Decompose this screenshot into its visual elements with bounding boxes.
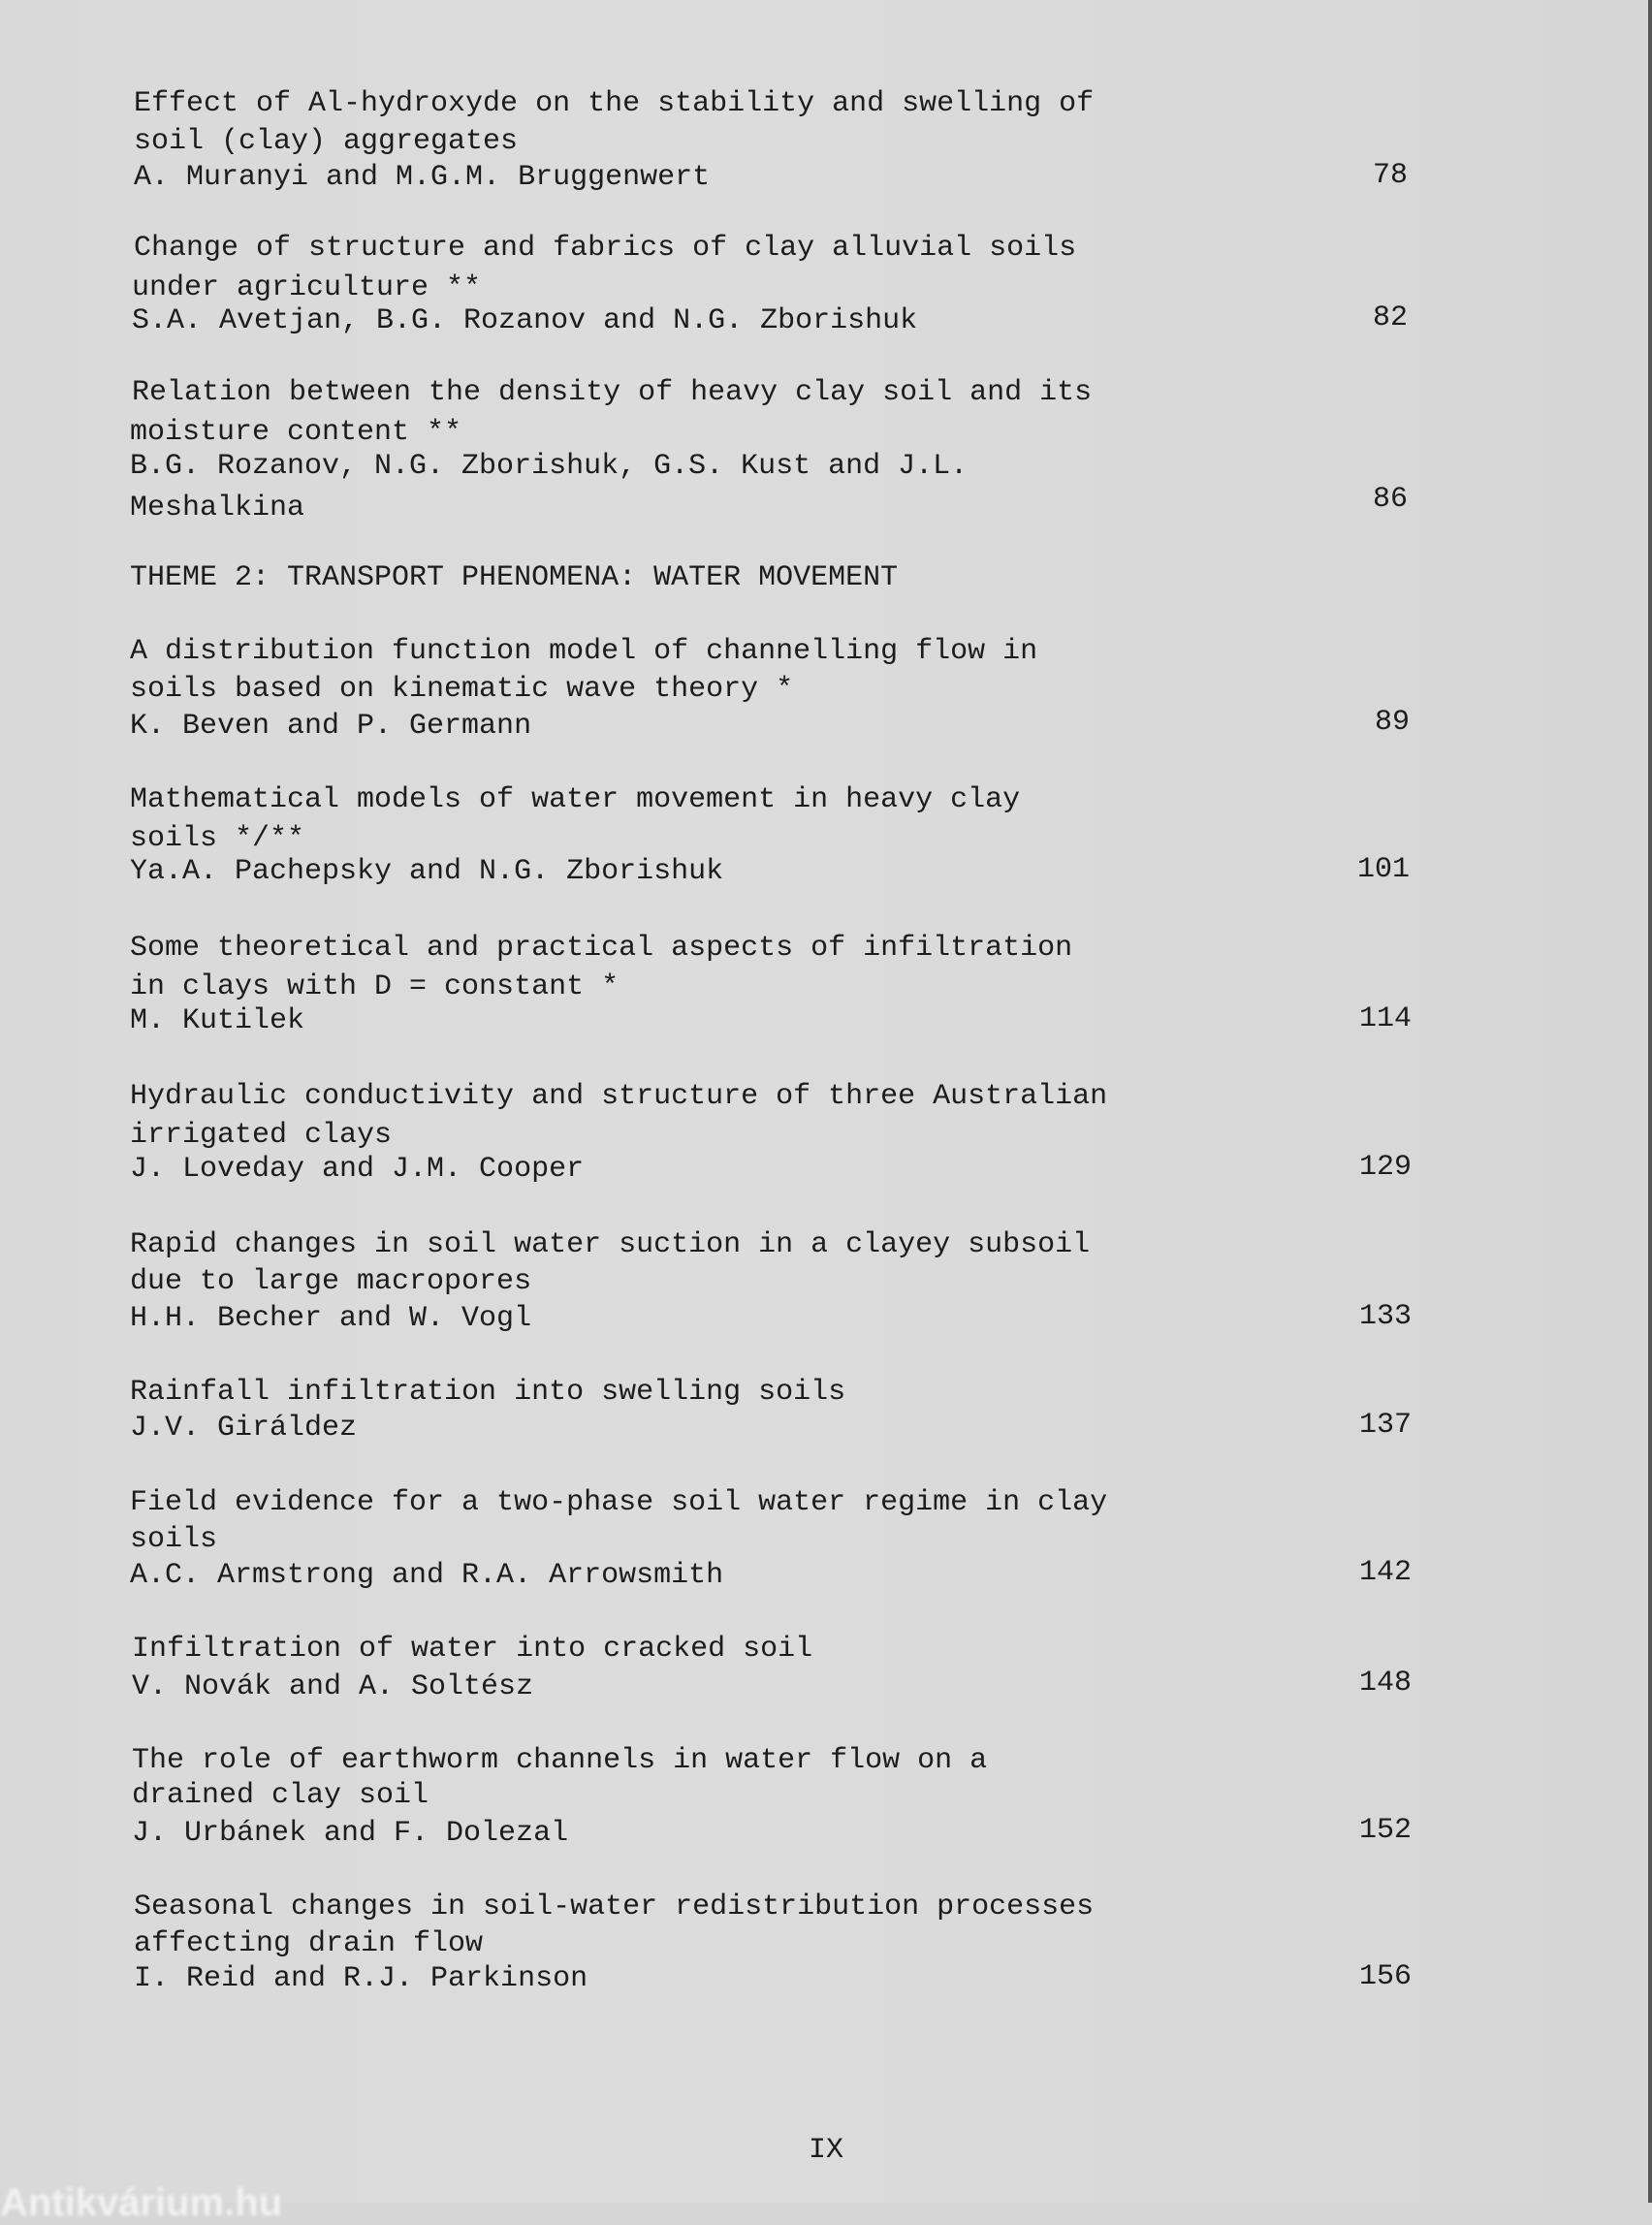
entry-page-number: 86 <box>1372 483 1408 516</box>
entry-title-line: affecting drain flow <box>134 1927 484 1960</box>
entry-title-line: Some theoretical and practical aspects of infiltration <box>130 932 1073 965</box>
entry-authors: V. Novák and A. Soltész <box>132 1670 534 1703</box>
entry-title-line: soils based on kinematic wave theory * <box>130 673 794 706</box>
entry-page-number: 148 <box>1358 1667 1412 1700</box>
entry-authors: Meshalkina <box>130 492 305 524</box>
entry-authors: I. Reid and R.J. Parkinson <box>134 1962 588 1995</box>
entry-title-line: drained clay soil <box>132 1779 429 1812</box>
entry-authors: J.V. Giráldez <box>130 1412 358 1445</box>
entry-authors: K. Beven and P. Germann <box>130 710 532 743</box>
entry-title-line: Field evidence for a two-phase soil water regime in clay <box>130 1486 1108 1519</box>
entry-title-line: Mathematical models of water movement in heavy clay <box>130 783 1021 816</box>
entry-page-number: 133 <box>1358 1300 1412 1333</box>
entry-authors: Ya.A. Pachepsky and N.G. Zborishuk <box>130 855 724 888</box>
entry-authors: A. Muranyi and M.G.M. Bruggenwert <box>134 161 711 194</box>
entry-title-line: Rainfall infiltration into swelling soils <box>130 1376 846 1409</box>
entry-authors: J. Urbánek and F. Dolezal <box>132 1817 569 1850</box>
page-edge <box>1648 0 1652 2203</box>
watermark: Antikvárium.hu <box>0 2181 283 2224</box>
entry-title-line: soil (clay) aggregates <box>134 125 519 158</box>
entry-page-number: 152 <box>1358 1814 1412 1847</box>
entry-page-number: 89 <box>1374 706 1410 739</box>
entry-page-number: 101 <box>1356 853 1410 886</box>
entry-authors: S.A. Avetjan, B.G. Rozanov and N.G. Zborishuk <box>132 304 918 337</box>
entry-title-line: The role of earthworm channels in water flow on a <box>132 1744 988 1777</box>
entry-page-number: 156 <box>1358 1960 1412 1993</box>
page-folio: IX <box>808 2134 843 2167</box>
entry-title-line: Change of structure and fabrics of clay alluvial soils <box>134 232 1077 265</box>
entry-page-number: 78 <box>1372 159 1408 192</box>
entry-title-line: moisture content ** <box>130 416 462 449</box>
entry-authors: A.C. Armstrong and R.A. Arrowsmith <box>130 1559 724 1592</box>
entry-page-number: 129 <box>1358 1151 1412 1184</box>
entry-title-line: Infiltration of water into cracked soil <box>132 1633 813 1666</box>
entry-title-line: A distribution function model of channelling flow in <box>130 635 1038 668</box>
entry-authors: J. Loveday and J.M. Cooper <box>130 1153 585 1186</box>
entry-authors: B.G. Rozanov, N.G. Zborishuk, G.S. Kust and J.L. <box>130 450 969 483</box>
entry-title-line: Relation between the density of heavy clay soil and its <box>132 376 1093 409</box>
section-heading: THEME 2: TRANSPORT PHENOMENA: WATER MOVEMENT <box>130 561 899 594</box>
entry-title-line: under agriculture ** <box>132 271 482 304</box>
entry-page-number: 114 <box>1358 1002 1412 1035</box>
entry-title-line: in clays with D = constant * <box>130 970 620 1003</box>
entry-page-number: 137 <box>1358 1409 1412 1442</box>
entry-title-line: soils <box>130 1523 218 1556</box>
entry-authors: M. Kutilek <box>130 1004 305 1037</box>
entry-title-line: Effect of Al-hydroxyde on the stability and swelling of <box>134 87 1095 120</box>
entry-title-line: Hydraulic conductivity and structure of three Australian <box>130 1080 1108 1113</box>
entry-title-line: irrigated clays <box>130 1119 393 1152</box>
entry-title-line: due to large macropores <box>130 1265 532 1298</box>
entry-title-line: soils */** <box>130 822 305 855</box>
entry-page-number: 142 <box>1358 1556 1412 1589</box>
entry-authors: H.H. Becher and W. Vogl <box>130 1302 532 1335</box>
entry-title-line: Seasonal changes in soil-water redistribution processes <box>134 1891 1095 1923</box>
entry-page-number: 82 <box>1372 302 1408 334</box>
entry-title-line: Rapid changes in soil water suction in a clayey subsoil <box>130 1228 1091 1261</box>
